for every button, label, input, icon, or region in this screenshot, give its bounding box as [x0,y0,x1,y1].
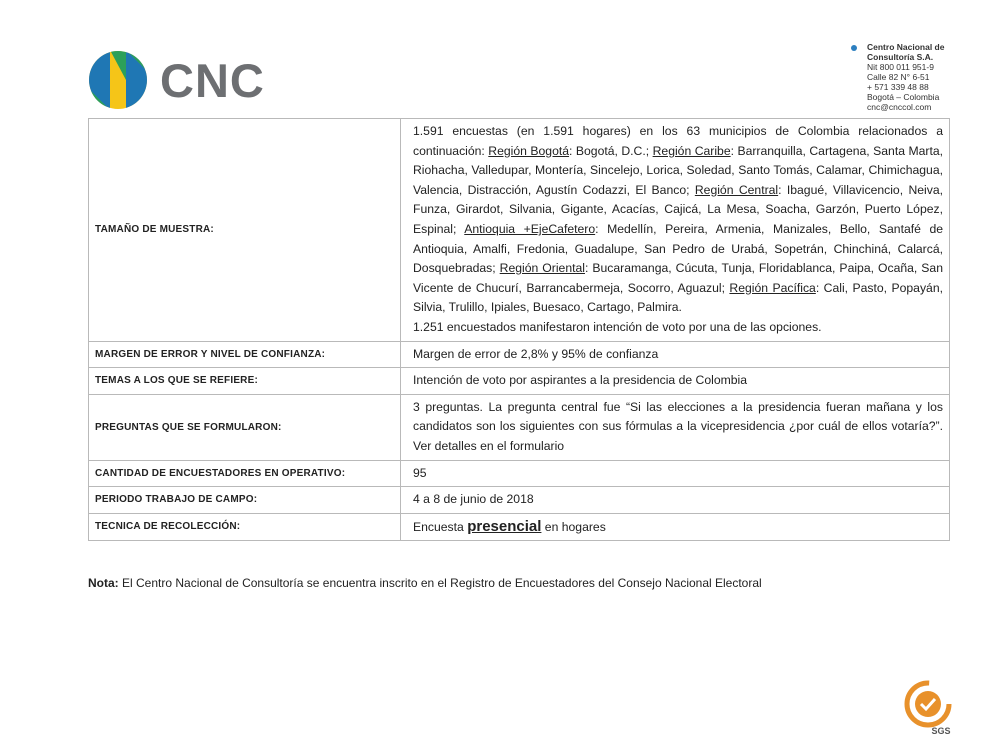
questions-value: 3 preguntas. La pregunta central fue “Si las elecciones a la presidencia fueran mañana y los candidatos son los siguientes con sus fórmulas a la vicepresidencia ¿por cuál de ellos votaría?”. Ver detalles en el formulario [401,394,950,460]
topics-label: TEMAS A LOS QUE SE REFIERE: [89,368,401,395]
period-value: 4 a 8 de junio de 2018 [401,487,950,514]
sample-size-value [401,119,950,342]
company-nit: Nit 800 011 951-9 [867,62,934,72]
cnc-logo-icon [88,50,148,110]
region-caribe: Región Caribe [652,143,731,158]
company-info [851,42,991,112]
company-address: Calle 82 N° 6-51 [867,72,930,82]
pollsters-label: CANTIDAD DE ENCUESTADORES EN OPERATIVO: [89,460,401,487]
sgs-certification-seal-icon [898,678,958,738]
company-phone: + 571 339 48 88 [867,82,929,92]
logo-wordmark: CNC [160,53,265,107]
sample-size-label: TAMAÑO DE MUESTRA: [89,119,401,342]
company-city: Bogotá – Colombia [867,92,940,102]
region-oriental: Región Oriental [499,261,585,276]
cnc-logo [88,50,265,110]
sample-intro: 1.591 encuestas (en 1.591 hogares) en los 63 municipios de Colombia relacionados a continuación: [413,124,943,158]
pollsters-value: 95 [401,460,950,487]
table-row [89,394,950,460]
footnote [88,576,762,590]
region-oriental-cities: : Bucaramanga, Cúcuta, Tunja, Floridablanca, Paipa, Ocaña, San Vicente de Chucurí, Barrancabermeja, Socorro, Aguazul; [413,261,943,295]
voters-paragraph: 1.251 encuestados manifestaron intención de voto por una de las opciones. [413,319,822,334]
company-name-2: Consultoría S.A. [867,52,934,62]
seal-text: SGS [931,726,951,736]
table-row [89,487,950,514]
footnote-label: Nota: [88,576,119,590]
margin-label: MARGEN DE ERROR Y NIVEL DE CONFIANZA: [89,341,401,368]
table-row [89,368,950,395]
region-caribe-cities: : Barranquilla, Cartagena, Santa Marta, Riohacha, Valledupar, Montería, Sincelejo, Lorica, Soledad, Santo Tomás, Calamar, Chimichagua, Valencia, Distracción, Agustín Codazzi, El Banco; [413,143,943,197]
region-central-cities: : Ibagué, Villavicencio, Neiva, Funza, Girardot, Silvania, Gigante, Acacías, Cajicá, La Mesa, Soacha, Garzón, Puerto López, Espinal; [413,182,943,236]
technique-pre: Encuesta [413,519,468,534]
region-central: Región Central [694,182,779,197]
footnote-text: El Centro Nacional de Consultoría se encuentra inscrito en el Registro de Encuestadores del Consejo Nacional Electoral [118,576,762,590]
technique-emphasis: presencial [467,517,542,535]
company-name-1: Centro Nacional de [867,42,945,52]
company-email[interactable]: cnc@cnccol.com [867,102,932,112]
region-antioquia-cities: : Medellín, Pereira, Armenia, Manizales, Bello, Santafé de Antioquia, Amalfi, Fredonia, Guadalupe, San Pedro de Urabá, Sopetrán, Chinchiná, Calarcá, Dosquebradas; [413,221,944,276]
period-label: PERIODO TRABAJO DE CAMPO: [89,487,401,514]
table-row [89,341,950,368]
topics-value: Intención de voto por aspirantes a la presidencia de Colombia [401,368,950,395]
region-antioquia: Antioquia +EjeCafetero [464,221,596,236]
margin-value: Margen de error de 2,8% y 95% de confianza [401,341,950,368]
sample-paragraph [413,122,943,318]
region-pacifica: Región Pacífica [729,280,816,295]
region-pacifica-cities: : Cali, Pasto, Popayán, Silvia, Trulillo, Ipiales, Buesaco, Cartago, Palmira. [413,280,943,315]
table-row [89,513,950,541]
technique-post: en hogares [541,519,606,534]
region-bogota-cities: : Bogotá, D.C.; [569,143,653,158]
technique-value [401,513,950,541]
table-row [89,119,950,342]
technical-sheet-table [88,118,950,541]
table-row [89,460,950,487]
questions-label: PREGUNTAS QUE SE FORMULARON: [89,394,401,460]
technique-label: TECNICA DE RECOLECCIÓN: [89,513,401,541]
bullet-icon [851,45,857,51]
region-bogota: Región Bogotá [488,143,570,158]
